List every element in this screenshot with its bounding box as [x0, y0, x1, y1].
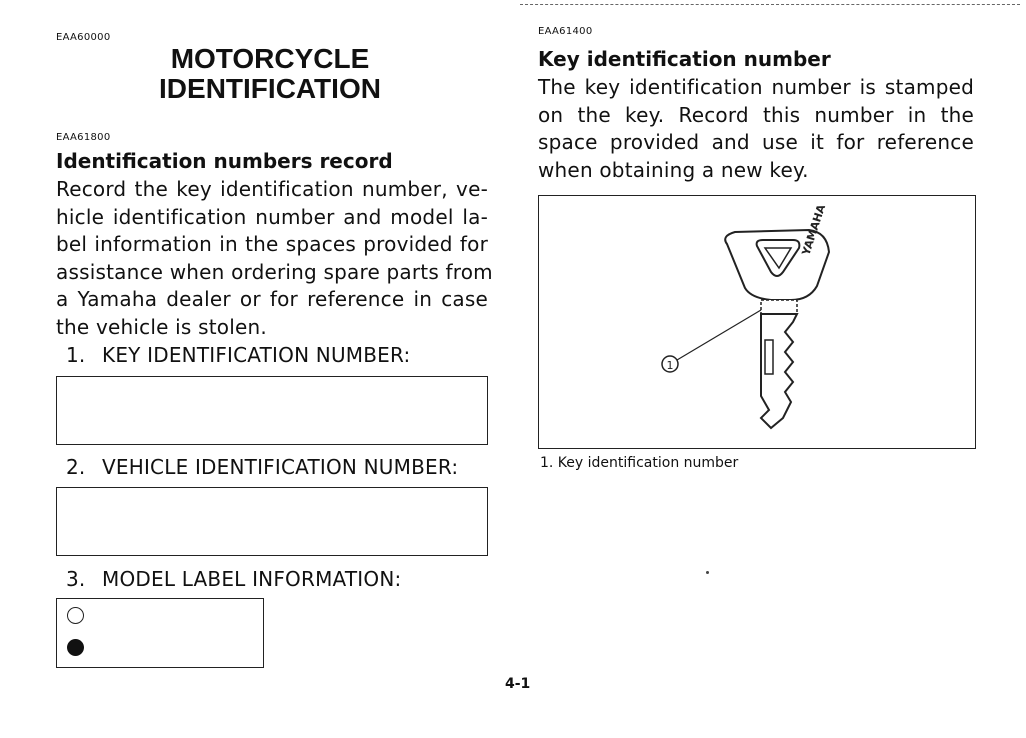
model-row-filled: [67, 639, 84, 662]
item-model-label: [66, 567, 401, 591]
open-circle-icon: [67, 607, 84, 624]
key-figure: [538, 195, 976, 449]
item-label: VEHICLE IDENTIFICATION NUMBER:: [102, 455, 459, 479]
page-number: 4-1: [505, 676, 531, 692]
key-id-record-box[interactable]: [56, 376, 488, 445]
item-number: 2.: [66, 455, 86, 479]
paragraph-line: the vehicle is stolen.: [56, 314, 267, 339]
model-label-record-box[interactable]: [56, 598, 264, 668]
paragraph-line: hicle identification number and model la-: [56, 204, 488, 229]
figure-caption: 1. Key identification number: [540, 455, 739, 471]
item-number: 1.: [66, 343, 86, 367]
paragraph-line: when obtaining a new key.: [538, 157, 809, 182]
page-title: [130, 44, 410, 104]
item-label: MODEL LABEL INFORMATION:: [102, 567, 402, 591]
paragraph-line: space provided and use it for reference: [538, 130, 974, 154]
key-id-stamp-area: [761, 300, 797, 314]
paragraph-line: bel information in the spaces provided for: [56, 232, 488, 256]
paragraph-identification: [56, 176, 493, 341]
section-code-top: EAA60000: [56, 32, 111, 43]
section-heading-identification: Identification numbers record: [56, 149, 393, 173]
callout-number: 1: [666, 359, 674, 372]
item-key-id: [66, 343, 410, 367]
filled-circle-icon: [67, 639, 84, 656]
paragraph-key: [538, 74, 974, 184]
section-heading-key: Key identification number: [538, 47, 831, 71]
key-blade: [761, 314, 797, 428]
callout-leader: [677, 310, 761, 360]
key-illustration: [539, 196, 975, 448]
speck-mark: [706, 571, 709, 574]
title-line-2: IDENTIFICATION: [159, 73, 381, 104]
paragraph-line: assistance when ordering spare parts from: [56, 259, 493, 284]
paragraph-line: Record the key identification number, ve-: [56, 177, 488, 201]
vehicle-id-record-box[interactable]: [56, 487, 488, 556]
paragraph-line: The key identification number is stamped: [538, 75, 974, 99]
paragraph-line: on the key. Record this number in the: [538, 102, 974, 127]
section-code-key: EAA61400: [538, 26, 593, 37]
item-number: 3.: [66, 567, 86, 591]
title-line-1: MOTORCYCLE: [170, 43, 370, 74]
paragraph-line: a Yamaha dealer or for reference in case: [56, 287, 488, 311]
item-vehicle-id: [66, 455, 458, 479]
item-label: KEY IDENTIFICATION NUMBER:: [102, 343, 411, 367]
top-dashed-line: [520, 4, 1020, 5]
section-code-identification: EAA61800: [56, 132, 111, 143]
key-brand-text: YAMAHA: [799, 202, 829, 257]
model-row-open: [67, 607, 84, 630]
